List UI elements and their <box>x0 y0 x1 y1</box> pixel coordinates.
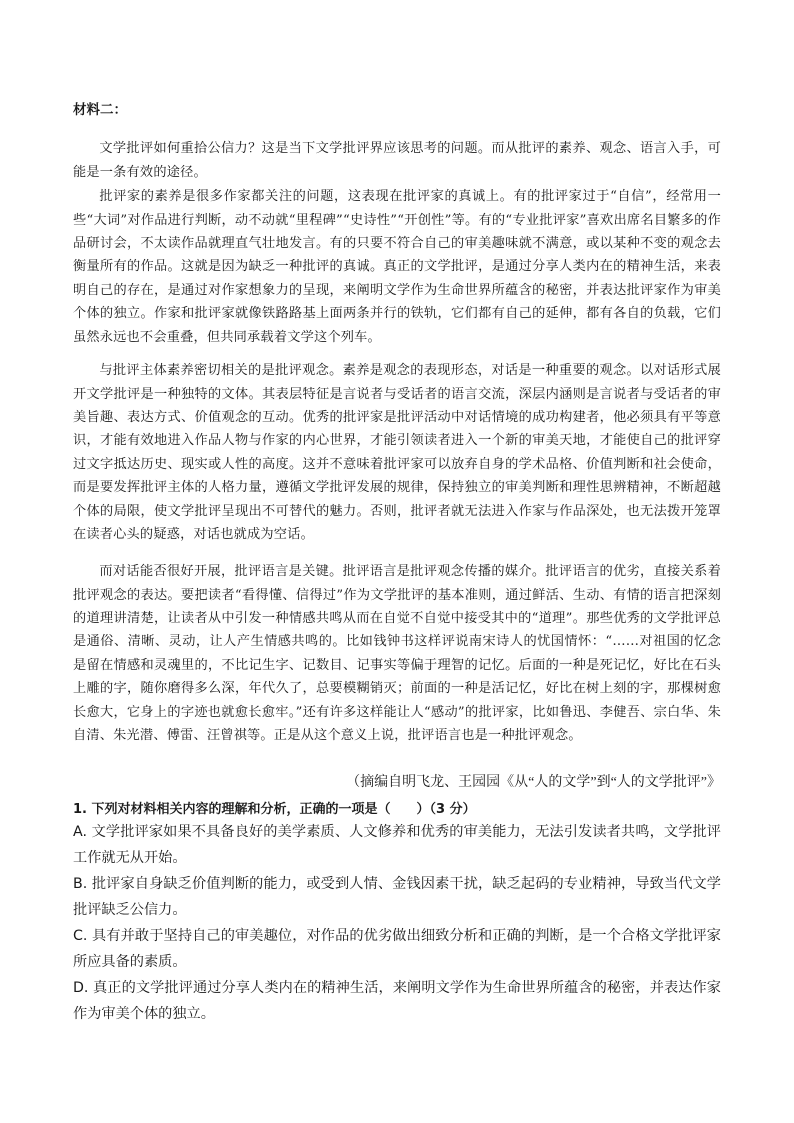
paragraph-1: 文学批评如何重拾公信力？这是当下文学批评界应该思考的问题。而从批评的素养、观念、语言入手，可能是一条有效的途径。 <box>73 141 721 180</box>
section-heading: 材料二： <box>73 102 127 118</box>
paragraph-3: 与批评主体素养密切相关的是批评观念。素养是观念的表现形态，对话是一种重要的观念。以对话形式展开文学批评是一种独特的文体。其表层特征是言说者与受话者的语言交流，深层内涵则是言说者与受话者的审美旨趣、表达方式、价值观念的互动。优秀的批评家是批评活动中对话情境的成功构建者，他必须具有平等意识，才能有效地进入作品人物与作家的内心世界，才能引领读者进入一个新的审美天地，才能使自己的批评穿过文字抵达历史、现实或人性的高度。这并不意味着批评家可以放弃自身的学术品格、价值判断和社会使命，而是要发挥批评主体的人格力量，遵循文学批评发展的规律，保持独立的审美判断和理性思辨精神，不断超越个体的局限，使文学批评呈现出不可替代的魅力。否则，批评者就无法进入作家与作品深处，也无法拨开笼罩在读者心头的疑惑，对话也就成为空话。 <box>73 363 721 543</box>
option-b: B. 批评家自身缺乏价值判断的能力，或受到人情、金钱因素干扰，缺乏起码的专业精神，导致当代文学批评缺乏公信力。 <box>73 876 721 918</box>
option-d: D. 真正的文学批评通过分享人类内在的精神生活，来阐明文学作为生命世界所蕴含的秘密，并表达作家作为审美个体的独立。 <box>73 980 721 1022</box>
question-options <box>73 820 721 1028</box>
paragraph-2: 批评家的素养是很多作家都关注的问题，这表现在批评家的真诚上。有的批评家过于“自信”，经常用一些“大词”对作品进行判断，动不动就“里程碑”“史诗性”“开创性”等。有的“专业批评家”喜欢出席名目繁多的作品研讨会，不太读作品就理直气壮地发言。有的只要不符合自己的审美趣味就不满意，或以某种不变的观念去衡量所有的作品。这就是因为缺乏一种批评的真诚。真正的文学批评，是通过分享人类内在的精神生活，来表明自己的存在，是通过对作家想象力的呈现，来阐明文学作为生命世界所蕴含的秘密，并表达批评家作为审美个体的独立。作家和批评家就像铁路路基上面两条并行的铁轨，它们都有自己的延伸，都有各自的负载，它们虽然永远也不会重叠，但共同承载着文学这个列车。 <box>73 189 721 345</box>
option-a: A. 文学批评家如果不具备良好的美学素质、人文修养和优秀的审美能力，无法引发读者共鸣，文学批评工作就无从开始。 <box>73 824 721 866</box>
paragraph-4: 而对话能否很好开展，批评语言是关键。批评语言是批评观念传播的媒介。批评语言的优劣，直接关系着批评观念的表达。要把读者“看得懂、信得过”作为文学批评的基本准则，通过鲜活、生动、有情的语言把深刻的道理讲清楚，让读者从中引发一种情感共鸣从而在自觉不自觉中接受其中的“道理”。那些优秀的文学批评总是通俗、清晰、灵动，让人产生情感共鸣的。比如钱钟书这样评说南宋诗人的忧国情怀：“……对祖国的忆念是留在情感和灵魂里的，不比记生字、记数目、记事实等偏于理智的记忆。后面的一种是死记忆，好比在石头上雕的字，随你磨得多么深，年代久了，总要模糊销灭；前面的一种是活记忆，好比在树上刻的字，那棵树愈长愈大，它身上的字迹也就愈长愈牢。”还有许多这样能让人“感动”的批评家，比如鲁迅、李健吾、宗白华、朱自清、朱光潜、傅雷、汪曾祺等。正是从这个意义上说，批评语言也是一种批评观念。 <box>73 564 721 744</box>
source-citation: （摘编自明飞龙、王园园《从“人的文学”到“人的文学批评”》 <box>346 775 721 790</box>
option-c: C. 具有并敢于坚持自己的审美趣位，对作品的优劣做出细致分析和正确的判断，是一个合格文学批评家所应具备的素质。 <box>73 928 721 970</box>
question-stem: 1. 下列对材料相关内容的理解和分析，正确的一项是（ ）（3 分） <box>73 802 476 817</box>
